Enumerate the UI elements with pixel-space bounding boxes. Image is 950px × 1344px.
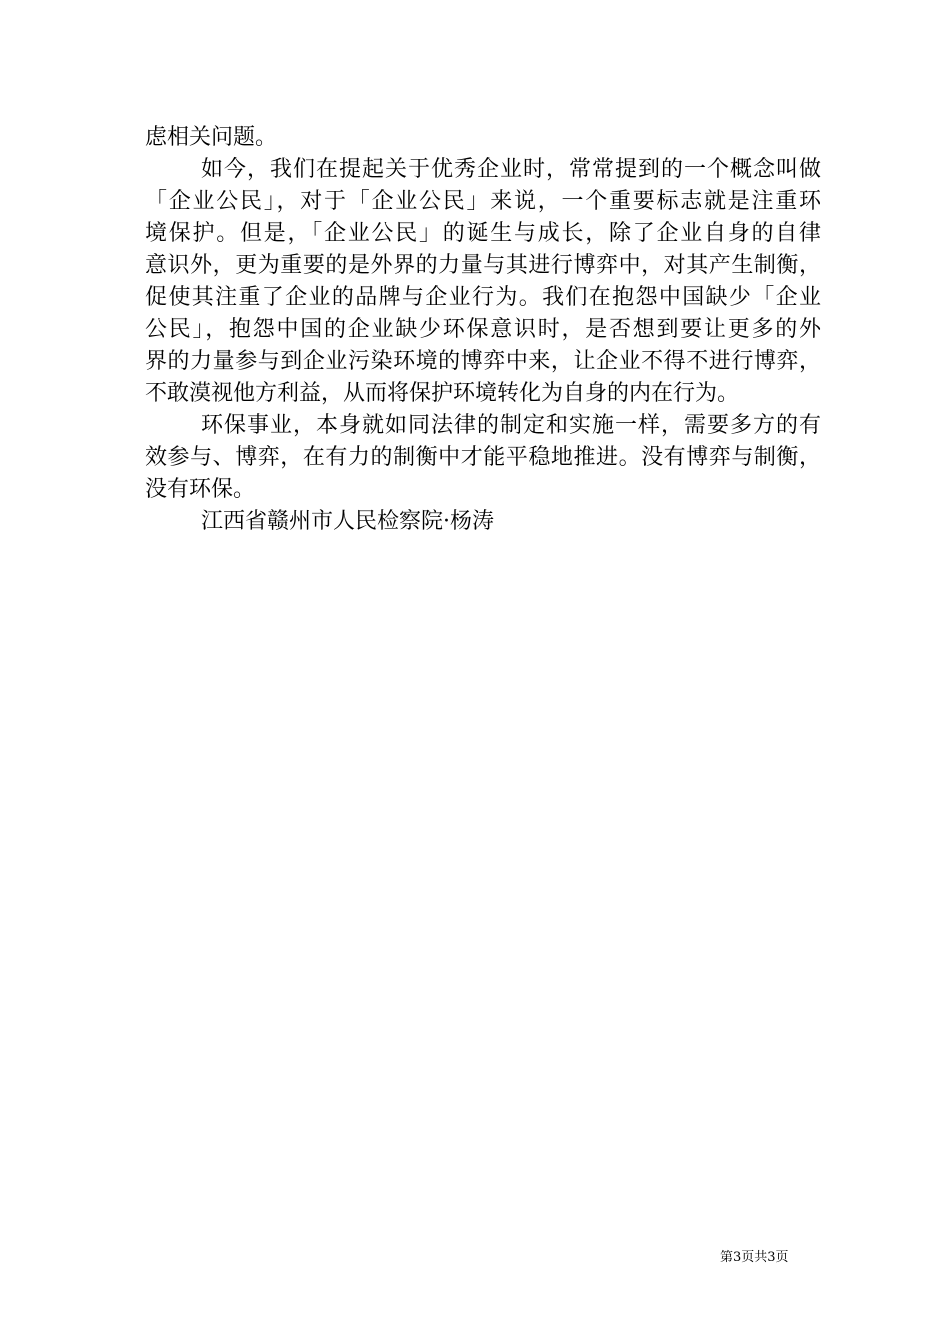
text-line: 界的力量参与到企业污染环境的博弈中来，让企业不得不进行博弈， — [145, 349, 821, 374]
text-line: 促使其注重了企业的品牌与企业行为。我们在抱怨中国缺少「企业 — [145, 285, 821, 310]
paragraph-conclusion — [145, 410, 821, 506]
text-line: 如今，我们在提起关于优秀企业时，常常提到的一个概念叫做 — [201, 157, 821, 182]
paragraph-corporate-citizen — [145, 154, 821, 410]
text-line: 环保事业，本身就如同法律的制定和实施一样，需要多方的有 — [201, 413, 821, 438]
page-number: 第3页共3页 — [720, 1250, 789, 1265]
text-line: 境保护。但是，「企业公民」的诞生与成长，除了企业自身的自律 — [145, 221, 821, 246]
text-line: 虑相关问题。 — [145, 125, 278, 150]
text-line: 「企业公民」，对于「企业公民」来说，一个重要标志就是注重环 — [145, 189, 821, 214]
text-line: 意识外，更为重要的是外界的力量与其进行博弈中，对其产生制衡， — [145, 253, 821, 278]
text-line: 不敢漠视他方利益，从而将保护环境转化为自身的内在行为。 — [145, 381, 740, 406]
text-line: 没有环保。 — [145, 477, 256, 502]
author-signature: 江西省赣州市人民检察院·杨涛 — [201, 509, 494, 534]
text-line: 效参与、博弈，在有力的制衡中才能平稳地推进。没有博弈与制衡， — [145, 445, 821, 470]
text-line: 公民」，抱怨中国的企业缺少环保意识时，是否想到要让更多的外 — [145, 317, 821, 342]
paragraph-continuation — [145, 122, 821, 154]
page-body — [145, 122, 821, 538]
